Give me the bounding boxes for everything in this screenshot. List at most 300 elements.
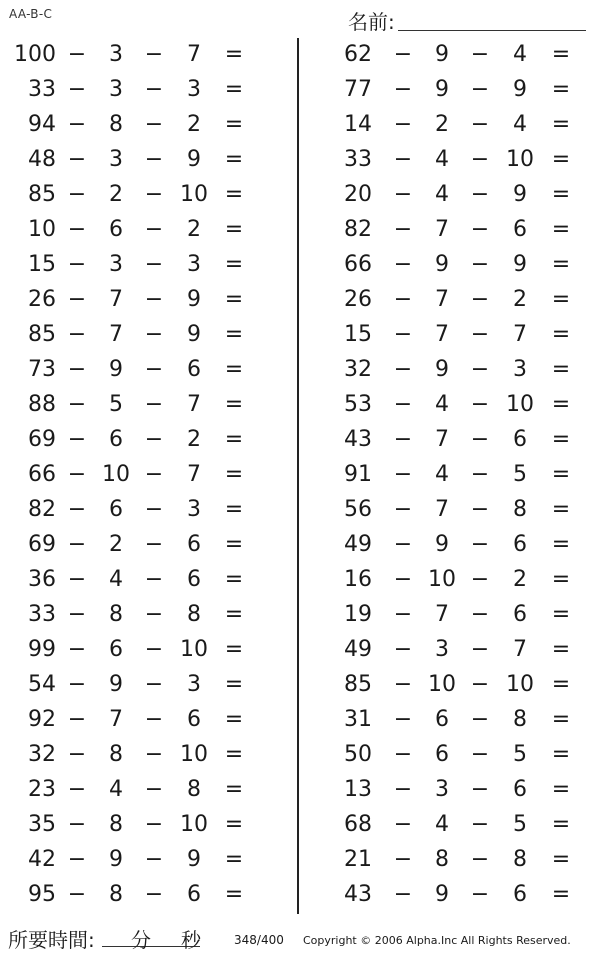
subtrahend-1: 9	[435, 357, 449, 382]
subtrahend-2: 3	[187, 252, 201, 277]
subtrahend-2: 9	[513, 77, 527, 102]
subtrahend-1: 6	[109, 637, 123, 662]
subtrahend-2: 8	[513, 497, 527, 522]
problem-row	[0, 738, 290, 773]
minuend: 26	[344, 287, 372, 312]
minus-sign: −	[393, 112, 413, 137]
problem-row	[300, 668, 590, 703]
equals-sign: =	[224, 462, 244, 487]
problem-row	[300, 493, 590, 528]
equals-sign: =	[224, 252, 244, 277]
problem-row	[0, 38, 290, 73]
minus-sign: −	[470, 602, 490, 627]
minuend: 94	[28, 112, 56, 137]
minus-sign: −	[144, 42, 164, 67]
worksheet-code: AA-B-C	[9, 7, 53, 21]
subtrahend-1: 3	[109, 77, 123, 102]
equals-sign: =	[551, 637, 571, 662]
minus-sign: −	[67, 357, 87, 382]
subtrahend-2: 8	[513, 707, 527, 732]
minus-sign: −	[470, 567, 490, 592]
minus-sign: −	[393, 427, 413, 452]
equals-sign: =	[224, 42, 244, 67]
problem-row	[0, 843, 290, 878]
subtrahend-1: 2	[435, 112, 449, 137]
minus-sign: −	[144, 532, 164, 557]
problem-row	[0, 703, 290, 738]
minus-sign: −	[67, 532, 87, 557]
subtrahend-1: 8	[109, 602, 123, 627]
name-label: 名前:	[348, 10, 395, 34]
minus-sign: −	[470, 812, 490, 837]
problem-row	[300, 178, 590, 213]
subtrahend-1: 7	[109, 322, 123, 347]
equals-sign: =	[551, 462, 571, 487]
subtrahend-2: 6	[513, 217, 527, 242]
minuend: 99	[28, 637, 56, 662]
equals-sign: =	[551, 812, 571, 837]
problem-row	[300, 563, 590, 598]
seconds-label: 秒	[181, 928, 201, 952]
subtrahend-2: 6	[513, 532, 527, 557]
equals-sign: =	[551, 567, 571, 592]
minuend: 13	[344, 777, 372, 802]
minus-sign: −	[144, 287, 164, 312]
equals-sign: =	[224, 847, 244, 872]
minus-sign: −	[67, 112, 87, 137]
subtrahend-1: 8	[109, 812, 123, 837]
subtrahend-2: 5	[513, 462, 527, 487]
minus-sign: −	[67, 777, 87, 802]
minuend: 77	[344, 77, 372, 102]
minus-sign: −	[144, 252, 164, 277]
problem-row	[0, 423, 290, 458]
minuend: 36	[28, 567, 56, 592]
minus-sign: −	[470, 147, 490, 172]
problem-row	[300, 843, 590, 878]
subtrahend-2: 6	[187, 357, 201, 382]
subtrahend-2: 9	[187, 847, 201, 872]
subtrahend-2: 3	[187, 497, 201, 522]
minuend: 49	[344, 532, 372, 557]
problem-row	[300, 38, 590, 73]
minus-sign: −	[144, 637, 164, 662]
time-label: 所要時間:	[8, 928, 95, 952]
subtrahend-1: 3	[109, 42, 123, 67]
subtrahend-2: 2	[187, 112, 201, 137]
subtrahend-2: 8	[513, 847, 527, 872]
minus-sign: −	[470, 497, 490, 522]
subtrahend-2: 9	[187, 322, 201, 347]
subtrahend-1: 4	[435, 147, 449, 172]
problem-row	[0, 563, 290, 598]
minuend: 53	[344, 392, 372, 417]
problem-row	[300, 738, 590, 773]
minuend: 69	[28, 532, 56, 557]
minus-sign: −	[470, 637, 490, 662]
minus-sign: −	[144, 357, 164, 382]
minus-sign: −	[470, 672, 490, 697]
minuend: 35	[28, 812, 56, 837]
minus-sign: −	[393, 42, 413, 67]
equals-sign: =	[224, 602, 244, 627]
equals-sign: =	[551, 777, 571, 802]
problem-row	[0, 808, 290, 843]
subtrahend-1: 7	[435, 217, 449, 242]
subtrahend-1: 3	[435, 637, 449, 662]
subtrahend-2: 6	[513, 602, 527, 627]
problem-row	[0, 213, 290, 248]
minuend: 19	[344, 602, 372, 627]
equals-sign: =	[224, 77, 244, 102]
minus-sign: −	[393, 287, 413, 312]
subtrahend-1: 6	[109, 217, 123, 242]
minus-sign: −	[144, 777, 164, 802]
subtrahend-2: 10	[180, 637, 208, 662]
minuend: 23	[28, 777, 56, 802]
subtrahend-1: 7	[435, 427, 449, 452]
problem-row	[300, 283, 590, 318]
minuend: 66	[28, 462, 56, 487]
footer	[0, 918, 600, 952]
equals-sign: =	[551, 322, 571, 347]
minus-sign: −	[393, 672, 413, 697]
minuend: 49	[344, 637, 372, 662]
copyright: Copyright © 2006 Alpha.Inc All Rights Reserved.	[303, 934, 571, 947]
minus-sign: −	[470, 392, 490, 417]
equals-sign: =	[551, 182, 571, 207]
equals-sign: =	[551, 847, 571, 872]
equals-sign: =	[551, 287, 571, 312]
equals-sign: =	[551, 882, 571, 907]
subtrahend-1: 4	[109, 567, 123, 592]
minus-sign: −	[67, 147, 87, 172]
problem-row	[300, 248, 590, 283]
subtrahend-1: 8	[109, 112, 123, 137]
minus-sign: −	[67, 252, 87, 277]
subtrahend-1: 4	[435, 182, 449, 207]
problem-row	[0, 528, 290, 563]
equals-sign: =	[224, 707, 244, 732]
subtrahend-1: 9	[435, 42, 449, 67]
problem-row	[300, 703, 590, 738]
minuend: 48	[28, 147, 56, 172]
minuend: 20	[344, 182, 372, 207]
equals-sign: =	[224, 637, 244, 662]
minuend: 82	[28, 497, 56, 522]
minuend: 92	[28, 707, 56, 732]
minuend: 33	[344, 147, 372, 172]
minus-sign: −	[393, 462, 413, 487]
equals-sign: =	[224, 357, 244, 382]
minus-sign: −	[393, 497, 413, 522]
problem-row	[300, 318, 590, 353]
subtrahend-2: 4	[513, 112, 527, 137]
minus-sign: −	[67, 77, 87, 102]
minuend: 32	[344, 357, 372, 382]
minus-sign: −	[144, 392, 164, 417]
minus-sign: −	[67, 42, 87, 67]
minus-sign: −	[144, 567, 164, 592]
minuend: 95	[28, 882, 56, 907]
subtrahend-2: 5	[513, 812, 527, 837]
equals-sign: =	[224, 742, 244, 767]
minutes-label: 分	[131, 928, 151, 952]
problem-row	[0, 598, 290, 633]
subtrahend-1: 7	[435, 497, 449, 522]
equals-sign: =	[551, 707, 571, 732]
minus-sign: −	[67, 182, 87, 207]
minuend: 56	[344, 497, 372, 522]
subtrahend-2: 7	[513, 637, 527, 662]
minus-sign: −	[393, 77, 413, 102]
minus-sign: −	[144, 217, 164, 242]
subtrahend-1: 10	[428, 672, 456, 697]
name-underline[interactable]	[398, 30, 586, 31]
minus-sign: −	[67, 287, 87, 312]
subtrahend-1: 9	[109, 672, 123, 697]
minus-sign: −	[470, 462, 490, 487]
minus-sign: −	[393, 882, 413, 907]
minus-sign: −	[393, 252, 413, 277]
minus-sign: −	[67, 497, 87, 522]
equals-sign: =	[224, 217, 244, 242]
subtrahend-2: 9	[513, 182, 527, 207]
subtrahend-1: 8	[109, 882, 123, 907]
subtrahend-2: 7	[187, 42, 201, 67]
minus-sign: −	[144, 77, 164, 102]
subtrahend-2: 10	[180, 812, 208, 837]
minus-sign: −	[470, 217, 490, 242]
minus-sign: −	[144, 742, 164, 767]
problem-row	[0, 878, 290, 913]
minuend: 50	[344, 742, 372, 767]
subtrahend-2: 6	[187, 882, 201, 907]
equals-sign: =	[551, 532, 571, 557]
problem-row	[300, 73, 590, 108]
minus-sign: −	[470, 532, 490, 557]
minus-sign: −	[67, 567, 87, 592]
subtrahend-2: 7	[187, 462, 201, 487]
subtrahend-1: 7	[109, 287, 123, 312]
problem-row	[0, 353, 290, 388]
column-divider	[297, 38, 299, 914]
problem-row	[0, 283, 290, 318]
problem-row	[300, 388, 590, 423]
minus-sign: −	[144, 147, 164, 172]
minus-sign: −	[144, 112, 164, 137]
subtrahend-1: 7	[435, 602, 449, 627]
subtrahend-1: 7	[109, 707, 123, 732]
problem-row	[300, 598, 590, 633]
minuend: 73	[28, 357, 56, 382]
problem-row	[0, 458, 290, 493]
minus-sign: −	[470, 742, 490, 767]
problem-row	[0, 388, 290, 423]
equals-sign: =	[224, 112, 244, 137]
minuend: 33	[28, 602, 56, 627]
problem-row	[0, 73, 290, 108]
minuend: 33	[28, 77, 56, 102]
subtrahend-1: 6	[109, 427, 123, 452]
problem-row	[300, 213, 590, 248]
minuend: 32	[28, 742, 56, 767]
subtrahend-2: 10	[180, 742, 208, 767]
minus-sign: −	[393, 707, 413, 732]
subtrahend-1: 4	[435, 812, 449, 837]
minus-sign: −	[393, 182, 413, 207]
problem-row	[0, 668, 290, 703]
subtrahend-1: 10	[428, 567, 456, 592]
minus-sign: −	[470, 707, 490, 732]
equals-sign: =	[224, 812, 244, 837]
minus-sign: −	[393, 742, 413, 767]
subtrahend-2: 10	[506, 147, 534, 172]
subtrahend-2: 9	[187, 287, 201, 312]
minus-sign: −	[67, 637, 87, 662]
minus-sign: −	[144, 602, 164, 627]
equals-sign: =	[551, 672, 571, 697]
equals-sign: =	[224, 182, 244, 207]
subtrahend-1: 4	[109, 777, 123, 802]
minuend: 43	[344, 882, 372, 907]
subtrahend-2: 10	[506, 392, 534, 417]
minus-sign: −	[470, 182, 490, 207]
minus-sign: −	[144, 497, 164, 522]
left-problem-column	[0, 38, 290, 913]
equals-sign: =	[224, 567, 244, 592]
minuend: 21	[344, 847, 372, 872]
minus-sign: −	[144, 462, 164, 487]
subtrahend-1: 9	[109, 357, 123, 382]
minuend: 10	[28, 217, 56, 242]
right-problem-column	[300, 38, 590, 913]
subtrahend-2: 2	[513, 567, 527, 592]
subtrahend-2: 10	[506, 672, 534, 697]
equals-sign: =	[224, 322, 244, 347]
minus-sign: −	[393, 357, 413, 382]
minus-sign: −	[393, 217, 413, 242]
equals-sign: =	[224, 147, 244, 172]
minuend: 82	[344, 217, 372, 242]
minus-sign: −	[470, 252, 490, 277]
page-number: 348/400	[234, 933, 284, 947]
subtrahend-1: 5	[109, 392, 123, 417]
subtrahend-1: 9	[435, 882, 449, 907]
problem-row	[300, 808, 590, 843]
minus-sign: −	[67, 392, 87, 417]
minus-sign: −	[144, 882, 164, 907]
minus-sign: −	[393, 602, 413, 627]
equals-sign: =	[224, 392, 244, 417]
problem-row	[0, 318, 290, 353]
minus-sign: −	[144, 427, 164, 452]
subtrahend-1: 6	[435, 707, 449, 732]
minus-sign: −	[393, 322, 413, 347]
minus-sign: −	[144, 322, 164, 347]
minus-sign: −	[144, 812, 164, 837]
subtrahend-1: 9	[435, 77, 449, 102]
minus-sign: −	[470, 847, 490, 872]
minus-sign: −	[393, 812, 413, 837]
equals-sign: =	[551, 357, 571, 382]
equals-sign: =	[551, 217, 571, 242]
minus-sign: −	[67, 322, 87, 347]
subtrahend-2: 6	[187, 532, 201, 557]
problem-row	[0, 143, 290, 178]
subtrahend-1: 3	[109, 147, 123, 172]
minuend: 62	[344, 42, 372, 67]
equals-sign: =	[551, 427, 571, 452]
subtrahend-2: 8	[187, 602, 201, 627]
equals-sign: =	[551, 42, 571, 67]
subtrahend-2: 2	[513, 287, 527, 312]
problem-row	[300, 353, 590, 388]
minus-sign: −	[67, 672, 87, 697]
subtrahend-2: 2	[187, 217, 201, 242]
minus-sign: −	[470, 112, 490, 137]
subtrahend-1: 10	[102, 462, 130, 487]
minuend: 68	[344, 812, 372, 837]
subtrahend-2: 9	[513, 252, 527, 277]
equals-sign: =	[551, 77, 571, 102]
equals-sign: =	[224, 532, 244, 557]
subtrahend-2: 5	[513, 742, 527, 767]
subtrahend-1: 9	[435, 532, 449, 557]
minus-sign: −	[67, 427, 87, 452]
minus-sign: −	[393, 392, 413, 417]
minuend: 66	[344, 252, 372, 277]
minus-sign: −	[470, 42, 490, 67]
name-area	[348, 6, 593, 32]
subtrahend-2: 6	[187, 707, 201, 732]
problem-row	[300, 528, 590, 563]
subtrahend-1: 7	[435, 287, 449, 312]
subtrahend-1: 7	[435, 322, 449, 347]
problem-row	[300, 458, 590, 493]
subtrahend-2: 3	[187, 77, 201, 102]
subtrahend-1: 3	[109, 252, 123, 277]
equals-sign: =	[551, 392, 571, 417]
minuend: 100	[14, 42, 56, 67]
subtrahend-2: 9	[187, 147, 201, 172]
subtrahend-2: 8	[187, 777, 201, 802]
problem-row	[0, 633, 290, 668]
minuend: 88	[28, 392, 56, 417]
minuend: 42	[28, 847, 56, 872]
equals-sign: =	[224, 287, 244, 312]
subtrahend-1: 6	[109, 497, 123, 522]
minus-sign: −	[144, 707, 164, 732]
minus-sign: −	[67, 217, 87, 242]
minuend: 14	[344, 112, 372, 137]
subtrahend-2: 3	[513, 357, 527, 382]
minuend: 43	[344, 427, 372, 452]
minus-sign: −	[393, 567, 413, 592]
minuend: 85	[28, 322, 56, 347]
minus-sign: −	[67, 462, 87, 487]
minus-sign: −	[393, 532, 413, 557]
problem-row	[0, 178, 290, 213]
minuend: 15	[344, 322, 372, 347]
subtrahend-2: 4	[513, 42, 527, 67]
minus-sign: −	[393, 147, 413, 172]
problem-row	[0, 248, 290, 283]
equals-sign: =	[551, 252, 571, 277]
minus-sign: −	[393, 637, 413, 662]
subtrahend-1: 6	[435, 742, 449, 767]
minus-sign: −	[393, 777, 413, 802]
